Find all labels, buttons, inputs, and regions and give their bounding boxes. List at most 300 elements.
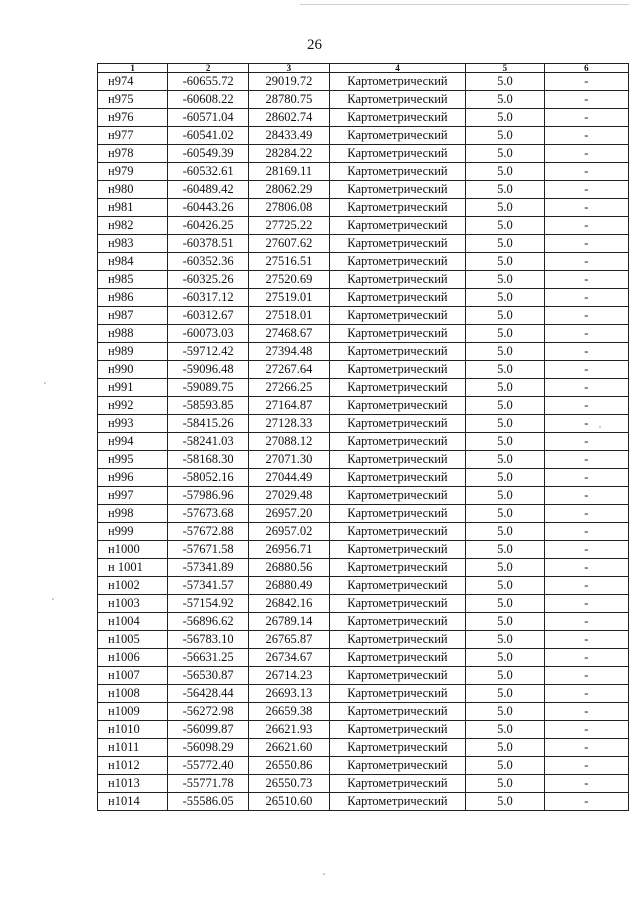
table-row	[98, 595, 629, 613]
point-id-cell: н982	[98, 217, 168, 235]
x-coordinate-cell: -56783.10	[168, 631, 249, 649]
method-cell: Картометрический	[329, 199, 465, 217]
method-cell: Картометрический	[329, 703, 465, 721]
x-coordinate-cell: -56099.87	[168, 721, 249, 739]
method-cell: Картометрический	[329, 145, 465, 163]
note-cell: -	[544, 343, 628, 361]
table-row	[98, 433, 629, 451]
method-cell: Картометрический	[329, 307, 465, 325]
method-cell: Картометрический	[329, 163, 465, 181]
table-row	[98, 199, 629, 217]
point-id-cell: н984	[98, 253, 168, 271]
method-cell: Картометрический	[329, 667, 465, 685]
point-id-cell: н986	[98, 289, 168, 307]
table-row	[98, 361, 629, 379]
note-cell: -	[544, 325, 628, 343]
y-coordinate-cell: 26621.93	[249, 721, 330, 739]
method-cell: Картометрический	[329, 271, 465, 289]
y-coordinate-cell: 27518.01	[249, 307, 330, 325]
point-id-cell: н995	[98, 451, 168, 469]
y-coordinate-cell: 27519.01	[249, 289, 330, 307]
precision-cell: 5.0	[466, 469, 545, 487]
point-id-cell: н1002	[98, 577, 168, 595]
coordinates-table	[97, 63, 629, 811]
note-cell: -	[544, 91, 628, 109]
table-row	[98, 523, 629, 541]
column-header-1: 1	[98, 64, 168, 73]
note-cell: -	[544, 667, 628, 685]
note-cell: -	[544, 757, 628, 775]
precision-cell: 5.0	[466, 757, 545, 775]
method-cell: Картометрический	[329, 613, 465, 631]
precision-cell: 5.0	[466, 307, 545, 325]
precision-cell: 5.0	[466, 541, 545, 559]
point-id-cell: н1012	[98, 757, 168, 775]
x-coordinate-cell: -60426.25	[168, 217, 249, 235]
note-cell: -	[544, 235, 628, 253]
precision-cell: 5.0	[466, 613, 545, 631]
note-cell: -	[544, 523, 628, 541]
precision-cell: 5.0	[466, 595, 545, 613]
table-row	[98, 307, 629, 325]
precision-cell: 5.0	[466, 199, 545, 217]
precision-cell: 5.0	[466, 721, 545, 739]
note-cell: -	[544, 253, 628, 271]
note-cell: -	[544, 541, 628, 559]
note-cell: -	[544, 145, 628, 163]
method-cell: Картометрический	[329, 361, 465, 379]
table-row	[98, 739, 629, 757]
method-cell: Картометрический	[329, 379, 465, 397]
x-coordinate-cell: -56530.87	[168, 667, 249, 685]
precision-cell: 5.0	[466, 397, 545, 415]
y-coordinate-cell: 27806.08	[249, 199, 330, 217]
point-id-cell: н987	[98, 307, 168, 325]
method-cell: Картометрический	[329, 181, 465, 199]
note-cell: -	[544, 577, 628, 595]
point-id-cell: н990	[98, 361, 168, 379]
table-row	[98, 451, 629, 469]
x-coordinate-cell: -59712.42	[168, 343, 249, 361]
table-row	[98, 325, 629, 343]
y-coordinate-cell: 27071.30	[249, 451, 330, 469]
precision-cell: 5.0	[466, 793, 545, 811]
x-coordinate-cell: -55771.78	[168, 775, 249, 793]
note-cell: -	[544, 361, 628, 379]
note-cell: -	[544, 307, 628, 325]
note-cell: -	[544, 505, 628, 523]
table-row	[98, 541, 629, 559]
note-cell: -	[544, 739, 628, 757]
method-cell: Картометрический	[329, 559, 465, 577]
method-cell: Картометрический	[329, 73, 465, 91]
x-coordinate-cell: -60312.67	[168, 307, 249, 325]
method-cell: Картометрический	[329, 685, 465, 703]
x-coordinate-cell: -60549.39	[168, 145, 249, 163]
precision-cell: 5.0	[466, 163, 545, 181]
precision-cell: 5.0	[466, 631, 545, 649]
scan-speck	[52, 598, 54, 600]
y-coordinate-cell: 26734.67	[249, 649, 330, 667]
method-cell: Картометрический	[329, 775, 465, 793]
point-id-cell: н983	[98, 235, 168, 253]
x-coordinate-cell: -57671.58	[168, 541, 249, 559]
table-row	[98, 127, 629, 145]
x-coordinate-cell: -60608.22	[168, 91, 249, 109]
table-row	[98, 631, 629, 649]
point-id-cell: н1010	[98, 721, 168, 739]
y-coordinate-cell: 27607.62	[249, 235, 330, 253]
y-coordinate-cell: 26880.56	[249, 559, 330, 577]
y-coordinate-cell: 26956.71	[249, 541, 330, 559]
table-row	[98, 253, 629, 271]
point-id-cell: н 1001	[98, 559, 168, 577]
y-coordinate-cell: 27164.87	[249, 397, 330, 415]
method-cell: Картометрический	[329, 577, 465, 595]
y-coordinate-cell: 28433.49	[249, 127, 330, 145]
method-cell: Картометрический	[329, 397, 465, 415]
precision-cell: 5.0	[466, 577, 545, 595]
y-coordinate-cell: 27394.48	[249, 343, 330, 361]
method-cell: Картометрический	[329, 631, 465, 649]
scan-speck	[323, 873, 325, 875]
note-cell: -	[544, 181, 628, 199]
y-coordinate-cell: 27088.12	[249, 433, 330, 451]
x-coordinate-cell: -58415.26	[168, 415, 249, 433]
point-id-cell: н1011	[98, 739, 168, 757]
y-coordinate-cell: 28602.74	[249, 109, 330, 127]
method-cell: Картометрический	[329, 433, 465, 451]
table-row	[98, 343, 629, 361]
table-row	[98, 685, 629, 703]
note-cell: -	[544, 703, 628, 721]
x-coordinate-cell: -57673.68	[168, 505, 249, 523]
point-id-cell: н976	[98, 109, 168, 127]
table-row	[98, 163, 629, 181]
method-cell: Картометрический	[329, 91, 465, 109]
method-cell: Картометрический	[329, 757, 465, 775]
x-coordinate-cell: -60352.36	[168, 253, 249, 271]
x-coordinate-cell: -56428.44	[168, 685, 249, 703]
y-coordinate-cell: 26659.38	[249, 703, 330, 721]
y-coordinate-cell: 27516.51	[249, 253, 330, 271]
point-id-cell: н992	[98, 397, 168, 415]
x-coordinate-cell: -60443.26	[168, 199, 249, 217]
table-row	[98, 145, 629, 163]
y-coordinate-cell: 26693.13	[249, 685, 330, 703]
table-row	[98, 775, 629, 793]
precision-cell: 5.0	[466, 451, 545, 469]
x-coordinate-cell: -57672.88	[168, 523, 249, 541]
note-cell: -	[544, 469, 628, 487]
note-cell: -	[544, 127, 628, 145]
point-id-cell: н1009	[98, 703, 168, 721]
note-cell: -	[544, 613, 628, 631]
precision-cell: 5.0	[466, 343, 545, 361]
precision-cell: 5.0	[466, 271, 545, 289]
table-row	[98, 757, 629, 775]
precision-cell: 5.0	[466, 505, 545, 523]
method-cell: Картометрический	[329, 217, 465, 235]
table-row	[98, 379, 629, 397]
note-cell: -	[544, 595, 628, 613]
page-number: 26	[307, 37, 322, 53]
table-row	[98, 505, 629, 523]
point-id-cell: н1008	[98, 685, 168, 703]
column-header-5: 5	[466, 64, 545, 73]
table-row	[98, 703, 629, 721]
point-id-cell: н991	[98, 379, 168, 397]
point-id-cell: н981	[98, 199, 168, 217]
x-coordinate-cell: -57341.89	[168, 559, 249, 577]
y-coordinate-cell: 28169.11	[249, 163, 330, 181]
x-coordinate-cell: -58052.16	[168, 469, 249, 487]
precision-cell: 5.0	[466, 145, 545, 163]
method-cell: Картометрический	[329, 721, 465, 739]
point-id-cell: н989	[98, 343, 168, 361]
table-row	[98, 721, 629, 739]
table-row	[98, 469, 629, 487]
point-id-cell: н1004	[98, 613, 168, 631]
y-coordinate-cell: 28062.29	[249, 181, 330, 199]
scan-speck	[599, 426, 601, 428]
x-coordinate-cell: -60317.12	[168, 289, 249, 307]
point-id-cell: н974	[98, 73, 168, 91]
point-id-cell: н1000	[98, 541, 168, 559]
method-cell: Картометрический	[329, 487, 465, 505]
point-id-cell: н998	[98, 505, 168, 523]
method-cell: Картометрический	[329, 289, 465, 307]
note-cell: -	[544, 451, 628, 469]
y-coordinate-cell: 28780.75	[249, 91, 330, 109]
y-coordinate-cell: 27725.22	[249, 217, 330, 235]
x-coordinate-cell: -56631.25	[168, 649, 249, 667]
precision-cell: 5.0	[466, 649, 545, 667]
y-coordinate-cell: 27520.69	[249, 271, 330, 289]
table-row	[98, 217, 629, 235]
x-coordinate-cell: -58593.85	[168, 397, 249, 415]
point-id-cell: н996	[98, 469, 168, 487]
precision-cell: 5.0	[466, 523, 545, 541]
note-cell: -	[544, 217, 628, 235]
table-row	[98, 649, 629, 667]
point-id-cell: н980	[98, 181, 168, 199]
precision-cell: 5.0	[466, 487, 545, 505]
x-coordinate-cell: -60378.51	[168, 235, 249, 253]
table-row	[98, 415, 629, 433]
method-cell: Картометрический	[329, 451, 465, 469]
y-coordinate-cell: 29019.72	[249, 73, 330, 91]
point-id-cell: н1014	[98, 793, 168, 811]
method-cell: Картометрический	[329, 793, 465, 811]
point-id-cell: н977	[98, 127, 168, 145]
precision-cell: 5.0	[466, 415, 545, 433]
table-row	[98, 73, 629, 91]
x-coordinate-cell: -59089.75	[168, 379, 249, 397]
y-coordinate-cell: 28284.22	[249, 145, 330, 163]
y-coordinate-cell: 26842.16	[249, 595, 330, 613]
note-cell: -	[544, 289, 628, 307]
method-cell: Картометрический	[329, 127, 465, 145]
table-row	[98, 559, 629, 577]
table-body	[98, 73, 629, 811]
x-coordinate-cell: -56098.29	[168, 739, 249, 757]
note-cell: -	[544, 631, 628, 649]
point-id-cell: н999	[98, 523, 168, 541]
note-cell: -	[544, 415, 628, 433]
x-coordinate-cell: -58241.03	[168, 433, 249, 451]
x-coordinate-cell: -57341.57	[168, 577, 249, 595]
method-cell: Картометрический	[329, 235, 465, 253]
x-coordinate-cell: -60073.03	[168, 325, 249, 343]
x-coordinate-cell: -60541.02	[168, 127, 249, 145]
precision-cell: 5.0	[466, 379, 545, 397]
y-coordinate-cell: 26714.23	[249, 667, 330, 685]
note-cell: -	[544, 397, 628, 415]
scan-speck	[44, 382, 46, 384]
note-cell: -	[544, 775, 628, 793]
x-coordinate-cell: -56896.62	[168, 613, 249, 631]
table-row	[98, 271, 629, 289]
note-cell: -	[544, 559, 628, 577]
column-header-2: 2	[168, 64, 249, 73]
table-row	[98, 397, 629, 415]
point-id-cell: н1013	[98, 775, 168, 793]
method-cell: Картометрический	[329, 541, 465, 559]
table-row	[98, 235, 629, 253]
method-cell: Картометрический	[329, 739, 465, 757]
note-cell: -	[544, 109, 628, 127]
y-coordinate-cell: 26957.20	[249, 505, 330, 523]
table-row	[98, 613, 629, 631]
column-header-3: 3	[249, 64, 330, 73]
note-cell: -	[544, 721, 628, 739]
precision-cell: 5.0	[466, 73, 545, 91]
method-cell: Картометрический	[329, 253, 465, 271]
precision-cell: 5.0	[466, 127, 545, 145]
y-coordinate-cell: 27029.48	[249, 487, 330, 505]
precision-cell: 5.0	[466, 433, 545, 451]
precision-cell: 5.0	[466, 667, 545, 685]
y-coordinate-cell: 26510.60	[249, 793, 330, 811]
y-coordinate-cell: 26621.60	[249, 739, 330, 757]
precision-cell: 5.0	[466, 361, 545, 379]
x-coordinate-cell: -60489.42	[168, 181, 249, 199]
table-row	[98, 289, 629, 307]
x-coordinate-cell: -55772.40	[168, 757, 249, 775]
y-coordinate-cell: 26550.73	[249, 775, 330, 793]
note-cell: -	[544, 685, 628, 703]
method-cell: Картометрический	[329, 343, 465, 361]
y-coordinate-cell: 26789.14	[249, 613, 330, 631]
method-cell: Картометрический	[329, 523, 465, 541]
y-coordinate-cell: 26765.87	[249, 631, 330, 649]
precision-cell: 5.0	[466, 559, 545, 577]
precision-cell: 5.0	[466, 739, 545, 757]
precision-cell: 5.0	[466, 253, 545, 271]
y-coordinate-cell: 26880.49	[249, 577, 330, 595]
y-coordinate-cell: 26957.02	[249, 523, 330, 541]
top-scan-rule	[0, 4, 629, 5]
note-cell: -	[544, 433, 628, 451]
precision-cell: 5.0	[466, 289, 545, 307]
x-coordinate-cell: -59096.48	[168, 361, 249, 379]
table-row	[98, 109, 629, 127]
method-cell: Картометрический	[329, 505, 465, 523]
point-id-cell: н1003	[98, 595, 168, 613]
precision-cell: 5.0	[466, 181, 545, 199]
point-id-cell: н1006	[98, 649, 168, 667]
x-coordinate-cell: -60532.61	[168, 163, 249, 181]
method-cell: Картометрический	[329, 469, 465, 487]
method-cell: Картометрический	[329, 109, 465, 127]
y-coordinate-cell: 27266.25	[249, 379, 330, 397]
point-id-cell: н988	[98, 325, 168, 343]
table-row	[98, 793, 629, 811]
method-cell: Картометрический	[329, 595, 465, 613]
precision-cell: 5.0	[466, 235, 545, 253]
note-cell: -	[544, 199, 628, 217]
note-cell: -	[544, 271, 628, 289]
table-row	[98, 91, 629, 109]
column-header-6: 6	[544, 64, 628, 73]
y-coordinate-cell: 26550.86	[249, 757, 330, 775]
precision-cell: 5.0	[466, 109, 545, 127]
table-row	[98, 181, 629, 199]
table-row	[98, 577, 629, 595]
note-cell: -	[544, 163, 628, 181]
point-id-cell: н1005	[98, 631, 168, 649]
point-id-cell: н993	[98, 415, 168, 433]
point-id-cell: н985	[98, 271, 168, 289]
table-row	[98, 487, 629, 505]
note-cell: -	[544, 793, 628, 811]
precision-cell: 5.0	[466, 325, 545, 343]
method-cell: Картометрический	[329, 325, 465, 343]
note-cell: -	[544, 379, 628, 397]
point-id-cell: н979	[98, 163, 168, 181]
x-coordinate-cell: -57986.96	[168, 487, 249, 505]
precision-cell: 5.0	[466, 91, 545, 109]
note-cell: -	[544, 73, 628, 91]
y-coordinate-cell: 27128.33	[249, 415, 330, 433]
x-coordinate-cell: -58168.30	[168, 451, 249, 469]
x-coordinate-cell: -60571.04	[168, 109, 249, 127]
column-header-4: 4	[329, 64, 465, 73]
method-cell: Картометрический	[329, 649, 465, 667]
precision-cell: 5.0	[466, 685, 545, 703]
x-coordinate-cell: -60655.72	[168, 73, 249, 91]
precision-cell: 5.0	[466, 775, 545, 793]
point-id-cell: н994	[98, 433, 168, 451]
point-id-cell: н978	[98, 145, 168, 163]
point-id-cell: н975	[98, 91, 168, 109]
x-coordinate-cell: -57154.92	[168, 595, 249, 613]
method-cell: Картометрический	[329, 415, 465, 433]
y-coordinate-cell: 27468.67	[249, 325, 330, 343]
point-id-cell: н1007	[98, 667, 168, 685]
precision-cell: 5.0	[466, 703, 545, 721]
table-row	[98, 667, 629, 685]
x-coordinate-cell: -55586.05	[168, 793, 249, 811]
x-coordinate-cell: -60325.26	[168, 271, 249, 289]
precision-cell: 5.0	[466, 217, 545, 235]
y-coordinate-cell: 27267.64	[249, 361, 330, 379]
note-cell: -	[544, 487, 628, 505]
point-id-cell: н997	[98, 487, 168, 505]
x-coordinate-cell: -56272.98	[168, 703, 249, 721]
note-cell: -	[544, 649, 628, 667]
